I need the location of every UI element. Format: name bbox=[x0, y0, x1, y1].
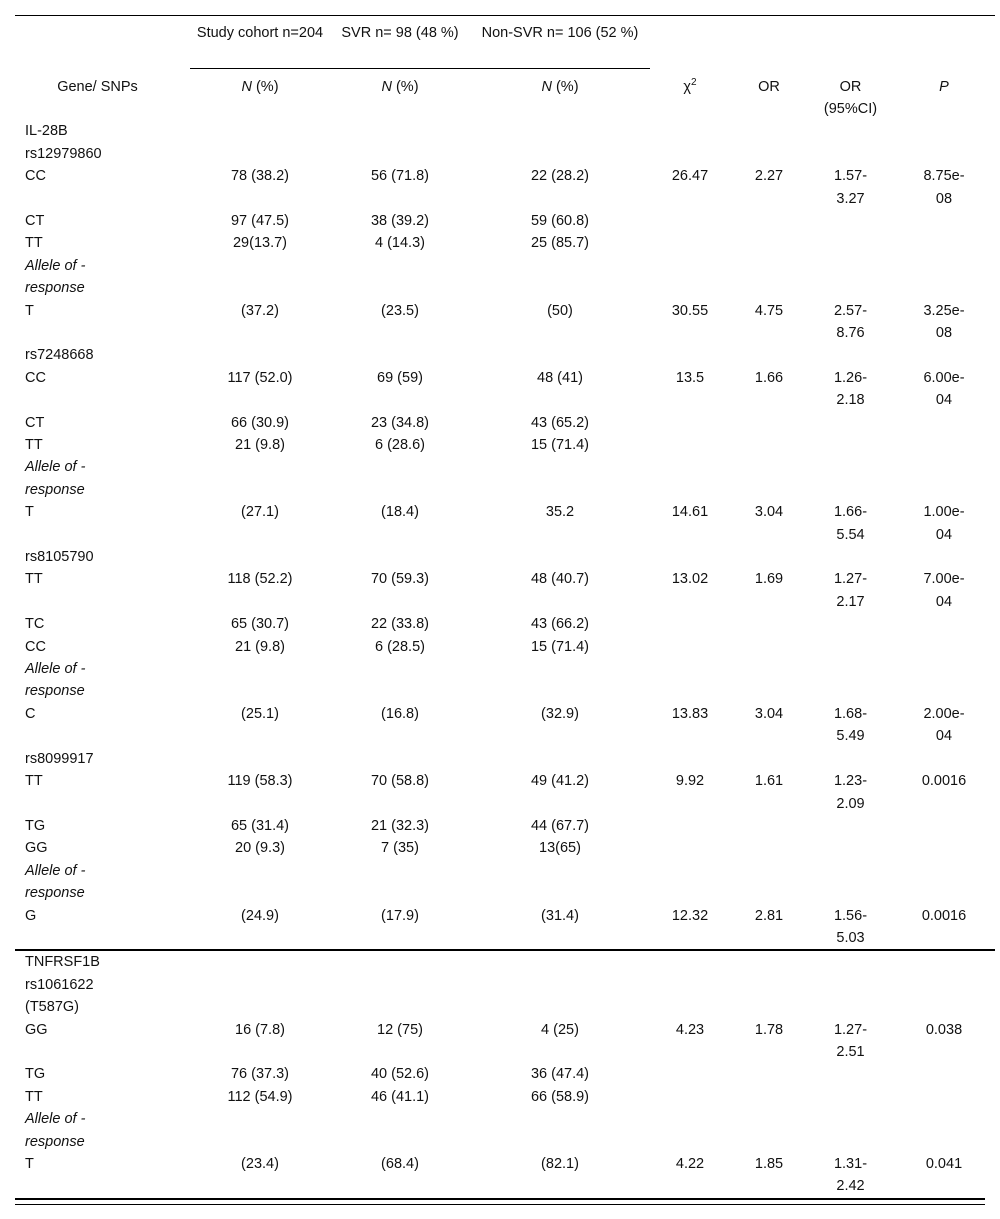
cell-or bbox=[730, 748, 808, 770]
cell-non-svr: 4 (25) bbox=[541, 1021, 579, 1038]
cell-study-cohort: 65 (30.7) bbox=[230, 616, 290, 633]
cell-or-ci bbox=[808, 837, 893, 859]
cell-p bbox=[893, 613, 995, 635]
table-row bbox=[15, 1086, 995, 1108]
cell-chi2: 13.02 bbox=[671, 571, 709, 588]
cell-chi2: 4.22 bbox=[675, 1156, 705, 1172]
cell-p: 2.00e-04 bbox=[923, 705, 965, 745]
cell-p: 0.0016 bbox=[921, 907, 967, 924]
cell-gene-snp: rs7248668 bbox=[25, 347, 94, 364]
cell-chi2: 30.55 bbox=[671, 302, 709, 319]
cell-study-cohort bbox=[190, 950, 330, 1018]
cell-or: 3.04 bbox=[754, 705, 784, 722]
table-row bbox=[15, 613, 995, 635]
cell-p bbox=[893, 546, 995, 568]
cell-p bbox=[893, 815, 995, 837]
cell-or-ci bbox=[808, 636, 893, 658]
table-row bbox=[15, 1153, 995, 1198]
header-n-pct-svr: N (%) bbox=[381, 79, 419, 95]
cell-chi2: 13.5 bbox=[675, 369, 705, 386]
cell-or-ci bbox=[808, 815, 893, 837]
cell-p: 3.25e-08 bbox=[923, 302, 965, 341]
cell-or bbox=[730, 636, 808, 658]
cell-non-svr: 13(65) bbox=[539, 840, 581, 857]
cell-gene-snp: rs8099917 bbox=[25, 750, 94, 767]
cell-gene-snp: TG bbox=[25, 1066, 46, 1083]
cell-gene-snp: TT bbox=[25, 571, 43, 588]
cell-study-cohort bbox=[190, 1108, 330, 1153]
header-n-pct-cohort: N (%) bbox=[241, 79, 279, 95]
cell-study-cohort: 21 (9.8) bbox=[235, 638, 285, 655]
allele-label-row bbox=[15, 255, 995, 300]
cell-chi2: 9.92 bbox=[675, 773, 705, 790]
cell-or-ci bbox=[808, 412, 893, 434]
cell-svr: 6 (28.5) bbox=[375, 638, 425, 655]
cell-non-svr bbox=[470, 748, 650, 770]
cell-non-svr bbox=[470, 658, 650, 703]
cell-or-ci bbox=[808, 232, 893, 254]
cell-p: 1.00e-04 bbox=[923, 504, 965, 543]
cell-study-cohort bbox=[190, 456, 330, 501]
cell-or-ci bbox=[808, 1086, 893, 1108]
cell-gene-snp: Allele of -response bbox=[25, 459, 86, 498]
cell-or-ci: 1.68-5.49 bbox=[833, 705, 868, 745]
cell-or-ci bbox=[808, 748, 893, 770]
cell-chi2 bbox=[650, 613, 730, 635]
cell-non-svr: 48 (41) bbox=[537, 369, 583, 386]
cell-study-cohort bbox=[190, 658, 330, 703]
table-row bbox=[15, 568, 995, 613]
cell-svr: 4 (14.3) bbox=[375, 235, 425, 252]
cell-p: 0.0016 bbox=[921, 773, 967, 790]
table-row bbox=[15, 165, 995, 210]
cell-non-svr: 66 (58.9) bbox=[530, 1088, 590, 1105]
cell-non-svr: 36 (47.4) bbox=[530, 1066, 590, 1083]
header-gene-snps: Gene/ SNPs bbox=[57, 78, 138, 95]
allele-label-row bbox=[15, 456, 995, 501]
table-row bbox=[15, 636, 995, 658]
cell-svr: (17.9) bbox=[381, 907, 419, 924]
cell-gene-snp: TT bbox=[25, 235, 43, 252]
cell-chi2 bbox=[650, 232, 730, 254]
cell-gene-snp: T bbox=[25, 504, 34, 521]
cell-or-ci bbox=[808, 434, 893, 456]
cell-non-svr bbox=[470, 1108, 650, 1153]
cell-or bbox=[730, 255, 808, 300]
cell-study-cohort bbox=[190, 860, 330, 905]
cell-or-ci: 1.31-2.42 bbox=[833, 1156, 868, 1195]
cell-chi2: 12.32 bbox=[671, 907, 709, 924]
cell-study-cohort: (23.4) bbox=[241, 1156, 279, 1172]
cell-or bbox=[730, 815, 808, 837]
cell-chi2 bbox=[650, 344, 730, 366]
cell-p bbox=[893, 120, 995, 165]
table-row bbox=[15, 837, 995, 859]
section-row bbox=[15, 748, 995, 770]
snp-association-table bbox=[15, 15, 995, 1198]
cell-non-svr bbox=[470, 950, 650, 1018]
cell-chi2 bbox=[650, 434, 730, 456]
table-row bbox=[15, 770, 995, 815]
cell-or bbox=[730, 232, 808, 254]
cell-or: 2.81 bbox=[754, 907, 784, 924]
cell-p bbox=[893, 1086, 995, 1108]
cell-study-cohort: 29(13.7) bbox=[232, 235, 287, 252]
cell-non-svr: 59 (60.8) bbox=[530, 212, 590, 229]
cell-p bbox=[893, 860, 995, 905]
header-chi2: $\chi^2$ bbox=[683, 76, 697, 95]
cell-chi2: 13.83 bbox=[671, 705, 709, 722]
cell-or-ci: 1.26-2.18 bbox=[833, 369, 868, 409]
cell-svr bbox=[330, 546, 470, 568]
cell-non-svr bbox=[470, 344, 650, 366]
cell-study-cohort bbox=[190, 255, 330, 300]
cell-svr: 7 (35) bbox=[381, 840, 419, 857]
cell-gene-snp: CT bbox=[25, 212, 45, 229]
cell-gene-snp: GG bbox=[25, 840, 48, 857]
cell-chi2 bbox=[650, 546, 730, 568]
header-study-cohort: Study cohort n=204 bbox=[190, 16, 330, 69]
cell-or bbox=[730, 860, 808, 905]
cell-or-ci bbox=[808, 210, 893, 232]
table-bottom-rule-thin bbox=[15, 1204, 985, 1205]
cell-study-cohort: 65 (31.4) bbox=[230, 817, 290, 834]
cell-or-ci bbox=[808, 613, 893, 635]
cell-p bbox=[893, 748, 995, 770]
cell-svr: 70 (59.3) bbox=[370, 571, 430, 588]
table-row bbox=[15, 1063, 995, 1085]
table-row bbox=[15, 300, 995, 345]
cell-or bbox=[730, 210, 808, 232]
cell-non-svr: (31.4) bbox=[541, 907, 579, 924]
cell-study-cohort bbox=[190, 546, 330, 568]
cell-or-ci bbox=[808, 255, 893, 300]
cell-gene-snp: T bbox=[25, 1156, 34, 1172]
table-body bbox=[15, 120, 995, 1198]
cell-chi2 bbox=[650, 1063, 730, 1085]
cell-non-svr: (32.9) bbox=[541, 705, 579, 722]
cell-study-cohort: 119 (58.3) bbox=[227, 773, 293, 790]
cell-gene-snp: CC bbox=[25, 369, 46, 386]
table-row bbox=[15, 210, 995, 232]
cell-or-ci: 2.57-8.76 bbox=[833, 302, 868, 341]
cell-non-svr: 35.2 bbox=[545, 504, 575, 521]
cell-p bbox=[893, 658, 995, 703]
table-row bbox=[15, 905, 995, 951]
cell-study-cohort: (27.1) bbox=[241, 504, 279, 521]
cell-or: 1.85 bbox=[754, 1156, 784, 1172]
section-row bbox=[15, 120, 995, 165]
allele-label-row bbox=[15, 860, 995, 905]
cell-gene-snp: rs8105790 bbox=[25, 549, 94, 566]
cell-gene-snp: CC bbox=[25, 168, 46, 185]
cell-or bbox=[730, 434, 808, 456]
cell-or-ci bbox=[808, 1108, 893, 1153]
cell-gene-snp: TC bbox=[25, 616, 45, 633]
cell-p bbox=[893, 1108, 995, 1153]
header-row-bottom bbox=[15, 69, 995, 121]
cell-svr: 40 (52.6) bbox=[370, 1066, 430, 1083]
cell-study-cohort: 16 (7.8) bbox=[235, 1021, 285, 1038]
cell-or bbox=[730, 613, 808, 635]
cell-p bbox=[893, 344, 995, 366]
cell-or: 3.04 bbox=[754, 504, 784, 521]
cell-or bbox=[730, 546, 808, 568]
cell-svr: 38 (39.2) bbox=[370, 212, 430, 229]
cell-study-cohort: 21 (9.8) bbox=[235, 437, 285, 453]
cell-svr bbox=[330, 120, 470, 165]
cell-svr: 46 (41.1) bbox=[370, 1088, 430, 1105]
cell-chi2 bbox=[650, 950, 730, 1018]
cell-svr: 23 (34.8) bbox=[370, 414, 430, 431]
cell-svr: 70 (58.8) bbox=[370, 773, 430, 790]
cell-gene-snp: TT bbox=[25, 773, 43, 790]
cell-svr: 69 (59) bbox=[377, 369, 423, 386]
cell-p bbox=[893, 456, 995, 501]
cell-svr bbox=[330, 748, 470, 770]
cell-svr: 56 (71.8) bbox=[370, 168, 430, 185]
cell-gene-snp: Allele of -response bbox=[25, 257, 86, 297]
cell-gene-snp: TT bbox=[25, 437, 43, 453]
cell-p bbox=[893, 1063, 995, 1085]
cell-study-cohort bbox=[190, 344, 330, 366]
header-or-ci: OR (95%CI) bbox=[823, 78, 878, 117]
cell-or bbox=[730, 1063, 808, 1085]
cell-or: 2.27 bbox=[754, 168, 784, 185]
cell-non-svr bbox=[470, 255, 650, 300]
cell-study-cohort: 76 (37.3) bbox=[230, 1066, 290, 1083]
cell-chi2 bbox=[650, 412, 730, 434]
cell-non-svr: 43 (66.2) bbox=[530, 616, 590, 633]
cell-svr: 6 (28.6) bbox=[375, 437, 425, 453]
cell-study-cohort: 117 (52.0) bbox=[227, 369, 293, 386]
cell-study-cohort bbox=[190, 120, 330, 165]
cell-svr bbox=[330, 456, 470, 501]
cell-or-ci bbox=[808, 860, 893, 905]
cell-non-svr: 22 (28.2) bbox=[530, 168, 590, 185]
cell-chi2: 4.23 bbox=[675, 1021, 705, 1038]
header-non-svr: Non-SVR n= 106 (52 %) bbox=[470, 16, 650, 69]
cell-svr: (23.5) bbox=[381, 302, 419, 319]
cell-study-cohort: 20 (9.3) bbox=[235, 840, 285, 857]
table-row bbox=[15, 367, 995, 412]
cell-non-svr bbox=[470, 546, 650, 568]
section-row bbox=[15, 950, 995, 1018]
cell-or bbox=[730, 950, 808, 1018]
cell-study-cohort: 112 (54.9) bbox=[227, 1088, 293, 1105]
table-row bbox=[15, 412, 995, 434]
table-row bbox=[15, 815, 995, 837]
cell-non-svr: 48 (40.7) bbox=[530, 571, 590, 588]
cell-gene-snp: C bbox=[25, 705, 36, 722]
header-or: OR bbox=[758, 78, 780, 95]
cell-gene-snp: Allele of -response bbox=[25, 862, 86, 902]
table-bottom-rule bbox=[15, 1198, 985, 1202]
cell-chi2 bbox=[650, 636, 730, 658]
cell-gene-snp: T bbox=[25, 302, 34, 319]
cell-svr bbox=[330, 658, 470, 703]
cell-gene-snp: Allele of -response bbox=[25, 1111, 86, 1150]
cell-p bbox=[893, 636, 995, 658]
cell-or-ci bbox=[808, 120, 893, 165]
cell-chi2 bbox=[650, 860, 730, 905]
cell-p bbox=[893, 950, 995, 1018]
cell-non-svr: 49 (41.2) bbox=[530, 773, 590, 790]
cell-or: 1.66 bbox=[754, 369, 784, 386]
cell-gene-snp: IL-28B rs12979860 bbox=[25, 123, 102, 162]
cell-study-cohort: 78 (38.2) bbox=[230, 168, 290, 185]
cell-p: 0.038 bbox=[925, 1021, 963, 1038]
cell-chi2 bbox=[650, 748, 730, 770]
table-row bbox=[15, 232, 995, 254]
cell-p: 6.00e-04 bbox=[923, 369, 965, 409]
header-row-top bbox=[15, 16, 995, 69]
cell-svr: 21 (32.3) bbox=[370, 817, 430, 834]
cell-gene-snp: Allele of -response bbox=[25, 661, 86, 700]
cell-non-svr bbox=[470, 860, 650, 905]
cell-non-svr: 25 (85.7) bbox=[530, 235, 590, 252]
cell-study-cohort bbox=[190, 748, 330, 770]
cell-or-ci: 1.27-2.51 bbox=[833, 1021, 868, 1060]
cell-chi2 bbox=[650, 658, 730, 703]
cell-or: 1.78 bbox=[754, 1021, 784, 1038]
table-row bbox=[15, 703, 995, 748]
cell-or-ci: 1.27-2.17 bbox=[833, 571, 868, 610]
cell-non-svr: (82.1) bbox=[541, 1156, 579, 1172]
cell-chi2 bbox=[650, 1108, 730, 1153]
cell-study-cohort: 118 (52.2) bbox=[227, 571, 293, 588]
cell-or-ci: 1.23-2.09 bbox=[833, 773, 868, 812]
cell-gene-snp: CC bbox=[25, 638, 46, 655]
cell-p bbox=[893, 232, 995, 254]
cell-gene-snp: GG bbox=[25, 1021, 48, 1038]
cell-p: 8.75e-08 bbox=[923, 168, 965, 207]
allele-label-row bbox=[15, 658, 995, 703]
cell-or-ci bbox=[808, 456, 893, 501]
cell-or bbox=[730, 344, 808, 366]
cell-or-ci bbox=[808, 950, 893, 1018]
cell-study-cohort: (24.9) bbox=[241, 907, 279, 924]
cell-or bbox=[730, 1086, 808, 1108]
cell-non-svr: 15 (71.4) bbox=[530, 638, 590, 655]
cell-svr bbox=[330, 255, 470, 300]
table-row bbox=[15, 1019, 995, 1064]
cell-non-svr bbox=[470, 120, 650, 165]
cell-svr bbox=[330, 950, 470, 1018]
cell-non-svr: 43 (65.2) bbox=[530, 414, 590, 431]
cell-chi2 bbox=[650, 120, 730, 165]
snp-association-table-container bbox=[15, 15, 985, 1205]
cell-or bbox=[730, 120, 808, 165]
section-row bbox=[15, 546, 995, 568]
cell-svr: 22 (33.8) bbox=[370, 616, 430, 633]
table-row bbox=[15, 434, 995, 456]
cell-chi2 bbox=[650, 255, 730, 300]
cell-or-ci: 1.57-3.27 bbox=[833, 168, 868, 207]
cell-svr: 12 (75) bbox=[377, 1021, 423, 1038]
cell-or-ci bbox=[808, 1063, 893, 1085]
cell-svr: (16.8) bbox=[381, 705, 419, 722]
cell-non-svr bbox=[470, 456, 650, 501]
cell-p bbox=[893, 412, 995, 434]
cell-or-ci bbox=[808, 546, 893, 568]
cell-chi2: 14.61 bbox=[671, 504, 709, 521]
cell-non-svr: 44 (67.7) bbox=[530, 817, 590, 834]
cell-chi2: 26.47 bbox=[671, 168, 709, 185]
cell-chi2 bbox=[650, 815, 730, 837]
cell-or bbox=[730, 837, 808, 859]
cell-svr bbox=[330, 1108, 470, 1153]
cell-p bbox=[893, 210, 995, 232]
header-n-pct-nonsvr: N (%) bbox=[541, 79, 579, 95]
cell-p bbox=[893, 255, 995, 300]
cell-gene-snp: TG bbox=[25, 817, 46, 834]
cell-non-svr: (50) bbox=[547, 302, 573, 319]
cell-or: 1.61 bbox=[754, 773, 784, 790]
cell-p: 7.00e-04 bbox=[923, 571, 965, 610]
cell-or bbox=[730, 412, 808, 434]
cell-study-cohort: 97 (47.5) bbox=[230, 212, 290, 229]
cell-p bbox=[893, 434, 995, 456]
header-p: P bbox=[939, 78, 949, 95]
cell-gene-snp: G bbox=[25, 907, 37, 924]
cell-or-ci: 1.66-5.54 bbox=[833, 504, 868, 543]
cell-chi2 bbox=[650, 837, 730, 859]
cell-chi2 bbox=[650, 210, 730, 232]
cell-svr bbox=[330, 344, 470, 366]
cell-or: 4.75 bbox=[754, 302, 784, 319]
cell-svr: (68.4) bbox=[381, 1156, 419, 1172]
header-svr: SVR n= 98 (48 %) bbox=[330, 16, 470, 69]
cell-or-ci: 1.56-5.03 bbox=[833, 907, 868, 946]
cell-svr: (18.4) bbox=[381, 504, 419, 521]
cell-p: 0.041 bbox=[925, 1156, 963, 1172]
section-row bbox=[15, 344, 995, 366]
cell-gene-snp: TNFRSF1B rs1061622 (T587G) bbox=[15, 950, 190, 1018]
table-row bbox=[15, 501, 995, 546]
allele-label-row bbox=[15, 1108, 995, 1153]
cell-study-cohort: (25.1) bbox=[241, 705, 279, 722]
cell-or: 1.69 bbox=[754, 571, 784, 588]
cell-non-svr: 15 (71.4) bbox=[530, 437, 590, 453]
cell-chi2 bbox=[650, 1086, 730, 1108]
cell-or bbox=[730, 658, 808, 703]
cell-gene-snp: CT bbox=[25, 414, 45, 431]
cell-gene-snp: TT bbox=[25, 1088, 43, 1105]
cell-or-ci bbox=[808, 344, 893, 366]
cell-svr bbox=[330, 860, 470, 905]
cell-study-cohort: 66 (30.9) bbox=[230, 414, 290, 431]
cell-chi2 bbox=[650, 456, 730, 501]
cell-or-ci bbox=[808, 658, 893, 703]
cell-or bbox=[730, 1108, 808, 1153]
cell-p bbox=[893, 837, 995, 859]
cell-study-cohort: (37.2) bbox=[241, 302, 279, 319]
cell-or bbox=[730, 456, 808, 501]
